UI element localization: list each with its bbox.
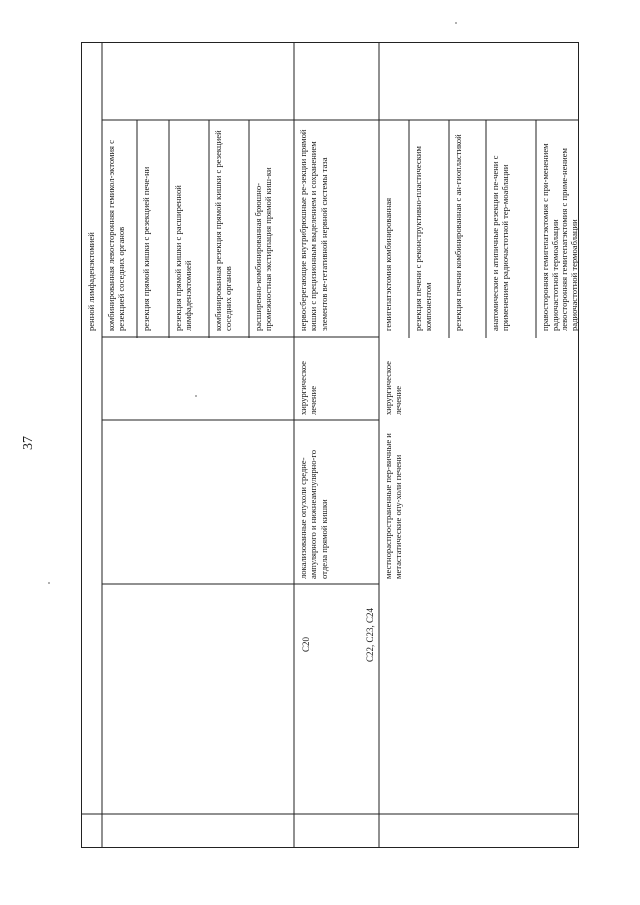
- method-cell: комбинированная левосторонняя гемикол-эктомия с резекцией соседних органов: [106, 140, 127, 331]
- method-cell: резекция прямой кишки с расширенной лимфаденэктомией: [173, 185, 194, 331]
- diagnosis-code: C22, C23, C24: [365, 607, 375, 662]
- method-cell: правосторонняя гемигепатэктомия с при-менением радиочастотной термоаблации: [540, 143, 561, 331]
- method-cell: комбинированная резекция прямой кишки с резекцией соседних органов: [213, 130, 234, 331]
- method-cell: резекция печени комбинированная с ан-гиопластикой: [453, 134, 463, 331]
- method-cell: резекция печени с реконструктивно-пластическим компонентом: [413, 146, 434, 331]
- method-cell: левосторонняя гемигепатэктомия с приме-нением радиочастотной термоаблации: [559, 148, 580, 331]
- method-cell: гемигепатэктомия комбинированная: [383, 197, 393, 331]
- method-cell: ренной лимфаденэктомией: [86, 232, 96, 331]
- scan-speck: [195, 395, 197, 397]
- treatment-type: хирургическое лечение: [298, 361, 319, 415]
- method-cell: анатомические и атипичные резекции пе-чени с применением радиочастотной тер-моаблации: [490, 155, 511, 331]
- method-cell: расширенно-комбинированная брюшно-промежностная экстирпация прямой киш-ки: [253, 167, 274, 331]
- medical-care-table: [81, 42, 579, 848]
- method-cell: нервосберегающие внутрибрюшные ре-зекции прямой кишки с прецизионным выделением и сохранением элементов ве-гетативной нервной системы таза: [298, 129, 329, 331]
- method-cell: резекция прямой кишки с резекцией пече-ни: [141, 166, 151, 331]
- page-number: 37: [21, 436, 36, 450]
- scan-speck: [48, 582, 50, 584]
- scan-speck: [455, 22, 457, 24]
- treatment-type: хирургическое лечение: [383, 361, 404, 415]
- diagnosis-code: C20: [301, 636, 311, 652]
- diagnosis-description: местнораспространенные пер-вичные и метастатические опу-холи печени: [383, 433, 404, 579]
- diagnosis-description: локализованные опухоли средне-ампулярного и нижнеампулярно-го отдела прямой кишки: [298, 449, 329, 579]
